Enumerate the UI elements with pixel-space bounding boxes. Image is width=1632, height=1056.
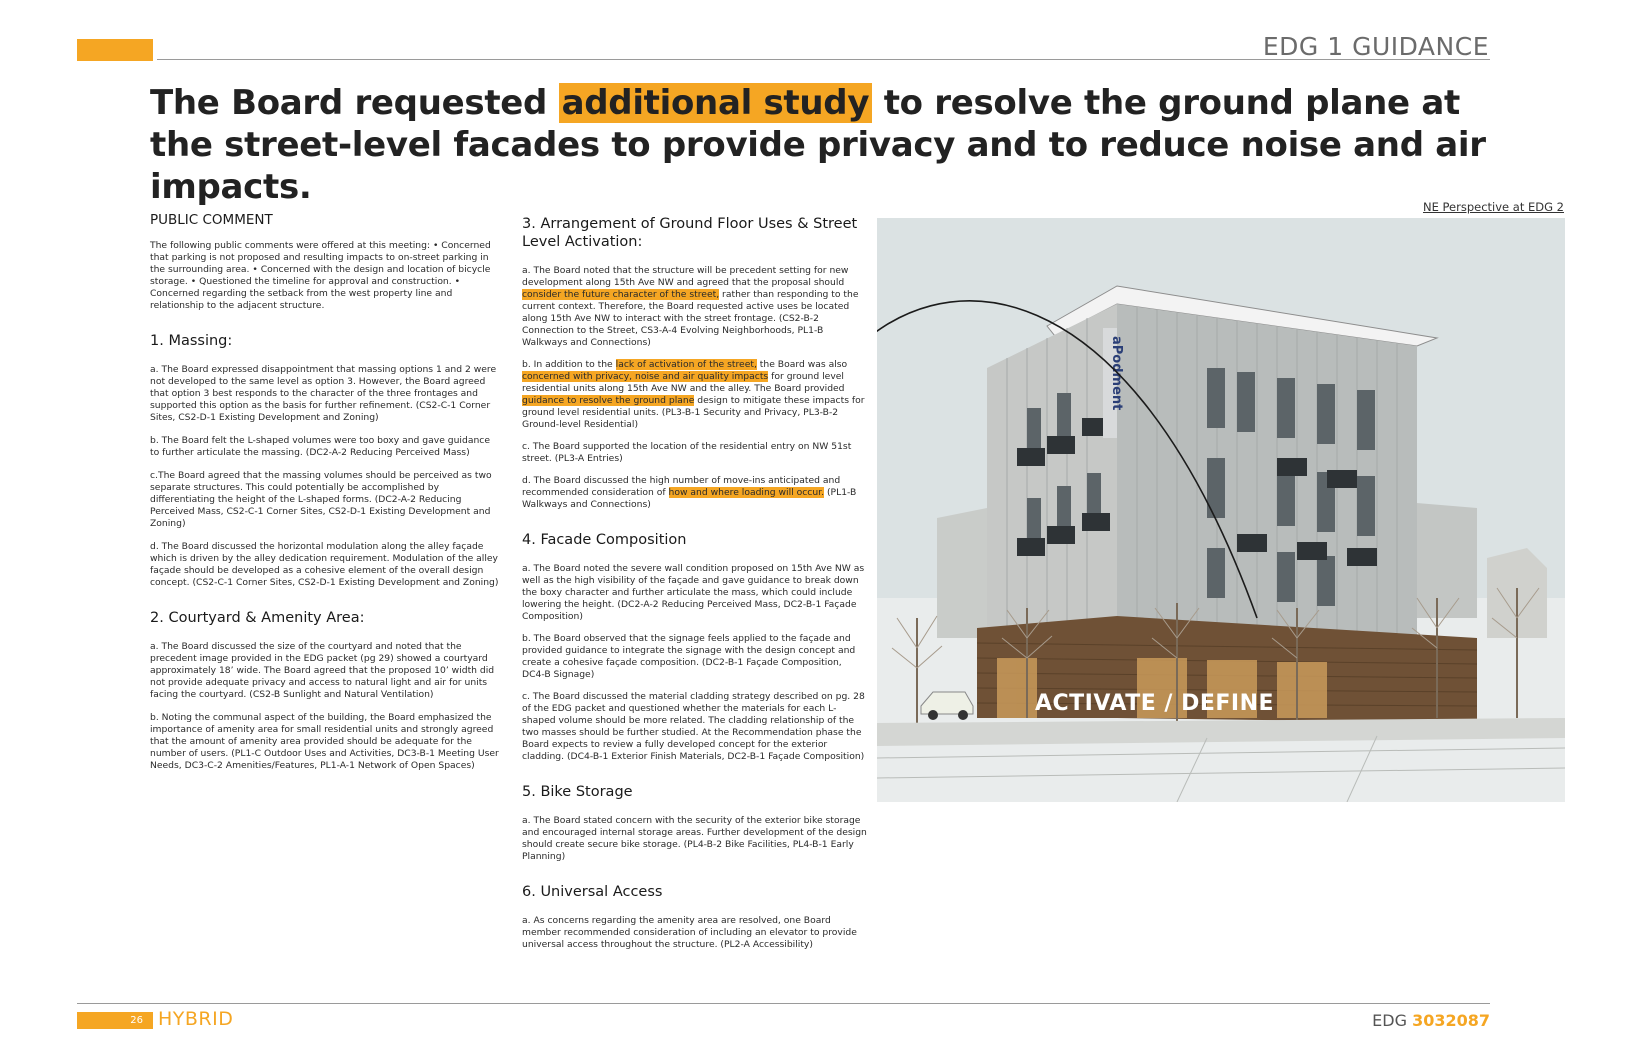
public-comment-title: PUBLIC COMMENT: [150, 212, 273, 228]
arrangement-a-highlight: consider the future character of the street,: [522, 289, 720, 300]
arrangement-a-text: a. The Board noted that the structure will be precedent setting for new development along 15th Ave NW and agreed that the proposal should: [522, 265, 849, 288]
access-title: 6. Universal Access: [522, 884, 663, 900]
arrangement-b-text-4: design to mitigate these impacts for ground level residential units. (PL3-B-1 Security and Privacy, PL3-B-2 Ground-level Residential): [522, 395, 865, 430]
arrangement-b-highlight-1: lack of activation of the street,: [615, 359, 757, 370]
courtyard-title: 2. Courtyard & Amenity Area:: [150, 610, 365, 626]
footer-rule: [77, 1003, 1490, 1004]
header-accent-bar: [77, 39, 153, 61]
arrangement-d-text-2: (PL1-B Walkways and Connections): [522, 487, 857, 510]
left-column: [150, 214, 500, 783]
facade-c: c. The Board discussed the material cladding strategy described on pg. 28 of the EDG packet and questioned whether the materials for each L-shaped volume should be more related. The cladding relationship of the two masses should be further studied. At the Recommendation phase the Board expects to review a fully developed concept for the exterior cladding. (DC4-B-1 Exterior Finish Materials, DC2-B-1 Façade Composition): [522, 691, 865, 762]
middle-column: [522, 215, 867, 961]
bike-a: a. The Board stated concern with the security of the exterior bike storage and encouraged internal storage areas. Further development of the design should create secure bike storage. (PL4-B-2 Bike Facilities, PL4-B-1 Early Planning): [522, 815, 867, 862]
headline-after: to resolve the ground plane at the street-level facades to provide privacy and to reduce noise and air impacts.: [150, 83, 1486, 207]
footer-project: [1372, 1011, 1490, 1030]
massing-c: c.The Board agreed that the massing volumes should be perceived as two separate structures. This could potentially be accomplished by differentiating the height of the L-shaped forms. (DC2-A-2 Reducing Perceived Mass, CS2-C-1 Corner Sites, CS2-D-1 Existing Development and Zoning): [150, 470, 492, 529]
facade-title: 4. Facade Composition: [522, 532, 687, 548]
footer-brand: HYBRID: [158, 1008, 234, 1030]
arrangement-title: 3. Arrangement of Ground Floor Uses & Street Level Activation:: [522, 216, 858, 250]
arrangement-b-text-3: for ground level residential units along 15th Ave NW and the alley. The Board provided: [522, 371, 845, 394]
right-facade: [1117, 304, 1417, 638]
arrangement-c: c. The Board supported the location of the residential entry on NW 51st street. (PL3-A Entries): [522, 441, 852, 464]
arrangement-b-highlight-3: guidance to resolve the ground plane: [522, 395, 695, 406]
massing-a: a. The Board expressed disappointment that massing options 1 and 2 were not developed to the same level as option 3. However, the Board agreed that option 3 best responds to the character of the three frontages and supported this option as the basis for further refinement. (CS2-C-1 Corner Sites, CS2-D-1 Existing Development and Zoning): [150, 364, 497, 423]
headline-before: The Board requested: [150, 83, 559, 123]
arrangement-b: [522, 359, 867, 431]
page-number: 26: [77, 1012, 153, 1029]
arrangement-b-text-2: the Board was also: [756, 359, 848, 370]
footer-project-number: 3032087: [1412, 1011, 1490, 1030]
facade-b: b. The Board observed that the signage feels applied to the façade and provided guidance to integrate the signage with the design concept and create a cohesive façade composition. (DC2-B-1 Façade Composition, DC4-B Signage): [522, 633, 856, 680]
page-headline: [150, 82, 1530, 208]
courtyard-a: a. The Board discussed the size of the courtyard and noted that the precedent image provided in the EDG packet (pg 29) showed a courtyard approximately 18’ wide. The Board agreed that the proposed 10’ width did not provide adequate privacy and access to natural light and air for units facing the courtyard. (CS2-B Sunlight and Natural Ventilation): [150, 641, 495, 700]
arrangement-b-text: b. In addition to the: [522, 359, 616, 370]
activate-define-label: ACTIVATE / DEFINE: [1035, 691, 1275, 716]
bike-title: 5. Bike Storage: [522, 784, 633, 800]
courtyard-b: b. Noting the communal aspect of the building, the Board emphasized the importance of amenity area for small residential units and strongly agreed that the amount of amenity area provided should be adequate for the number of users. (PL1-C Outdoor Uses and Activities, DC3-B-1 Meeting User Needs, DC3-C-2 Amenities/Features, PL1-A-1 Network of Open Spaces): [150, 712, 499, 771]
access-a: a. As concerns regarding the amenity area are resolved, one Board member recommended consideration of including an elevator to provide universal access throughout the structure. (PL2-A Accessibility): [522, 915, 857, 950]
massing-d: d. The Board discussed the horizontal modulation along the alley façade which is driven by the alley dedication requirement. Modulation of the alley façade should be developed as a cohesive element of the overall design concept. (CS2-C-1 Corner Sites, CS2-D-1 Existing Development and Zoning): [150, 541, 499, 588]
arrangement-b-highlight-2: concerned with privacy, noise and air quality impacts: [522, 371, 769, 382]
background-building: [937, 508, 987, 638]
footer-project-label: EDG: [1372, 1011, 1413, 1030]
image-caption: NE Perspective at EDG 2: [1423, 200, 1564, 214]
arrangement-d-highlight: how and where loading will occur.: [668, 487, 825, 498]
arrangement-d: [522, 475, 867, 511]
public-comment-text: The following public comments were offered at this meeting: • Concerned that parking is not proposed and resulting impacts to on-street parking in the surrounding area. • Concerned with the design and location of bicycle storage. • Questioned the timeline for approval and construction. • Concerned regarding the setback from the west property line and relationship to the adjacent structure.: [150, 240, 491, 311]
headline-highlight: additional study: [559, 83, 873, 123]
arrangement-d-text: d. The Board discussed the high number of move-ins anticipated and recommended consideration of: [522, 475, 841, 498]
massing-title: 1. Massing:: [150, 333, 233, 349]
massing-b: b. The Board felt the L-shaped volumes were too boxy and gave guidance to further articulate the massing. (DC2-A-2 Reducing Perceived Mass): [150, 435, 490, 458]
facade-a: a. The Board noted the severe wall condition proposed on 15th Ave NW as well as the high visibility of the façade and gave guidance to break down the boxy character and further articulate the mass, which could include lowering the height. (DC2-A-2 Reducing Perceived Mass, DC2-B-1 Façade Composition): [522, 563, 865, 622]
arrangement-a-text-2: rather than responding to the current context. Therefore, the Board requested active uses be located along 15th Ave NW to interact with the street frontage. (CS2-B-2 Connection to the Street, CS3-A-4 Evolving Neighborhoods, PL1-B Walkways and Connections): [522, 289, 859, 348]
apodment-sign: aPodment: [1109, 336, 1124, 411]
arrangement-a: [522, 265, 867, 349]
page-header-title: EDG 1 GUIDANCE: [1262, 32, 1489, 61]
